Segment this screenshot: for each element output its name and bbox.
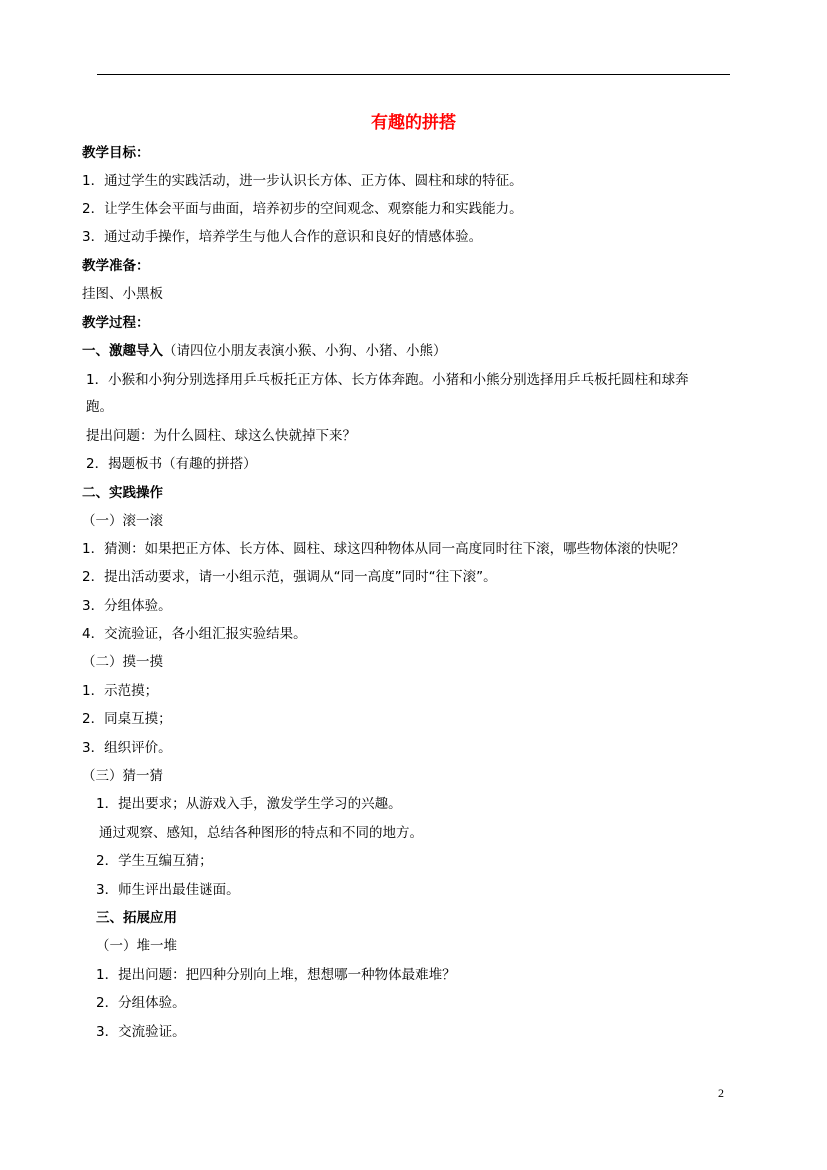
prep-text: 挂图、小黑板 — [82, 286, 163, 302]
prep-heading: 教学准备： — [82, 258, 150, 274]
goal-item-3: 3．通过动手操作，培养学生与他人合作的意识和良好的情感体验。 — [82, 229, 483, 245]
s1-item-2: 2．揭题板书（有趣的拼搭） — [86, 456, 257, 472]
process-heading: 教学过程： — [82, 315, 150, 331]
s3-sub-1-item-1: 1．提出问题：把四种分别向上堆，想想哪一种物体最难堆？ — [96, 967, 456, 983]
s2-sub-1: （一）滚一滚 — [82, 513, 163, 529]
goal-item-2: 2．让学生体会平面与曲面，培养初步的空间观念、观察能力和实践能力。 — [82, 201, 523, 217]
s2-sub-1-item-4: 4．交流验证，各小组汇报实验结果。 — [82, 626, 307, 642]
s2-sub-3: （三）猜一猜 — [82, 768, 163, 784]
s2-sub-1-item-2: 2．提出活动要求，请一小组示范，强调从“同一高度”同时“往下滚”。 — [82, 569, 497, 585]
goals-heading: 教学目标： — [82, 145, 150, 161]
s1-item-1-line-2: 跑。 — [86, 399, 113, 415]
s2-sub-2-item-1: 1．示范摸； — [82, 683, 159, 699]
s2-sub-3-item-3: 3．师生评出最佳谜面。 — [96, 882, 240, 898]
s2-sub-1-item-3: 3．分组体验。 — [82, 598, 172, 614]
s2-sub-2-item-3: 3．组织评价。 — [82, 740, 172, 756]
section-1-note: （请四位小朋友表演小猴、小狗、小猪、小熊） — [163, 343, 447, 359]
goal-item-1: 1．通过学生的实践活动，进一步认识长方体、正方体、圆柱和球的特征。 — [82, 173, 523, 189]
section-1-heading: 一、激趣导入 — [82, 343, 163, 359]
section-1-heading-line — [82, 341, 447, 361]
section-3-heading: 三、拓展应用 — [96, 910, 177, 926]
s2-sub-3-note: 通过观察、感知，总结各种图形的特点和不同的地方。 — [99, 825, 423, 841]
page-number: 2 — [718, 1086, 724, 1100]
s1-question: 提出问题：为什么圆柱、球这么快就掉下来？ — [86, 428, 356, 444]
s3-sub-1: （一）堆一堆 — [96, 938, 177, 954]
header-rule — [97, 74, 730, 75]
s2-sub-2-item-2: 2．同桌互摸； — [82, 711, 172, 727]
s2-sub-2: （二）摸一摸 — [82, 654, 163, 670]
s1-item-1-line-1: 1．小猴和小狗分别选择用乒乓板托正方体、长方体奔跑。小猪和小熊分别选择用乒乓板托圆柱和球奔 — [86, 372, 689, 388]
s2-sub-3-item-2: 2．学生互编互猜； — [96, 853, 213, 869]
s2-sub-3-item-1: 1．提出要求；从游戏入手，激发学生学习的兴趣。 — [96, 796, 402, 812]
s3-sub-1-item-3: 3．交流验证。 — [96, 1024, 186, 1040]
page-title: 有趣的拼搭 — [371, 113, 456, 133]
section-2-heading: 二、实践操作 — [82, 485, 163, 501]
s3-sub-1-item-2: 2．分组体验。 — [96, 995, 186, 1011]
s2-sub-1-item-1: 1．猜测：如果把正方体、长方体、圆柱、球这四种物体从同一高度同时往下滚，哪些物体滚的快呢？ — [82, 541, 685, 557]
